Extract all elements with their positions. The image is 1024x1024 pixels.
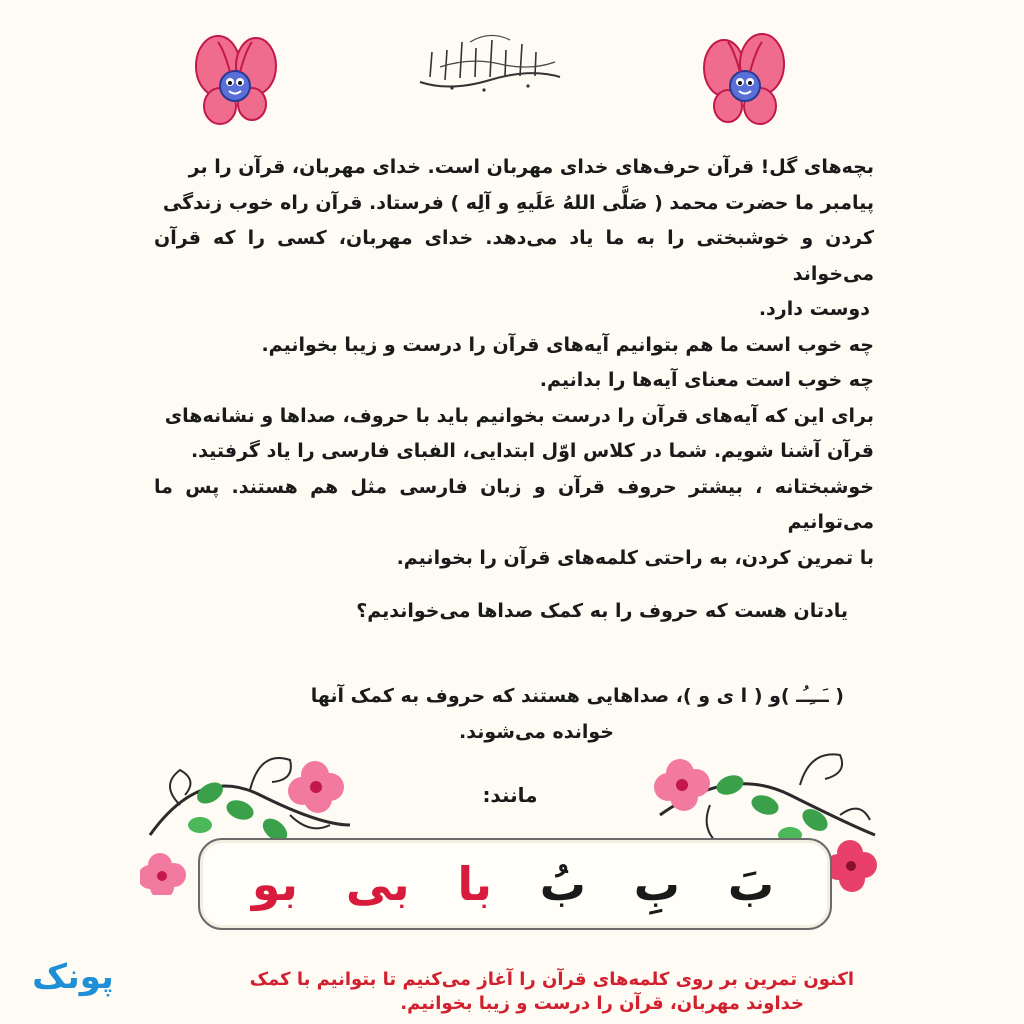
text-line: بچه‌های گل! قرآن حرف‌های خدای مهربان است. خدای مهربان، قرآن را بر: [188, 156, 874, 178]
text-line: برای این که آیه‌های قرآن را درست بخوانیم باید با حروف، صداها و نشانه‌های: [164, 404, 874, 427]
brand-logo: [28, 940, 118, 1010]
text-line: پیامبر ما حضرت محمد ( صَلَّی اللهُ عَلَیهِ و آلِه ) فرستاد. قرآن راه خوب زندگی: [162, 191, 874, 214]
text-line: خداوند مهربان، قرآن را درست و زیبا بخوانیم.: [400, 993, 804, 1014]
paragraph-read-well: چه خوب است ما هم بتوانیم آیه‌های قرآن را درست و زیبا بخوانیم.: [261, 333, 874, 356]
pink-flower-icon: [825, 840, 877, 892]
letter-ba-damma: بُ: [539, 857, 586, 911]
butterfly-icon: [190, 28, 280, 128]
text-line: خوشبختانه ، بیشتر حروف قرآن و زبان فارسی مثل هم هستند. پس ما می‌توانیم: [154, 475, 874, 533]
letter-ba-fatha: بَ: [727, 857, 775, 911]
basmala-calligraphy: [410, 22, 570, 102]
pink-flower-icon: [140, 853, 186, 895]
footer-instruction: [154, 968, 854, 1016]
letter-ba-kasra: بِ: [633, 857, 681, 911]
intro-text: [154, 150, 874, 576]
butterfly-icon: [700, 28, 790, 128]
text-line: دوست دارد.: [758, 298, 870, 320]
letter-ba-ye: بی: [345, 857, 410, 911]
paragraph-letters-signs: [154, 399, 874, 577]
pink-flower-icon: [288, 761, 344, 813]
text-line: خوانده می‌شوند.: [459, 721, 614, 743]
text-line: کردن و خوشبختی را به ما یاد می‌دهد. خدای مهربان، کسی را که قرآن می‌خواند: [154, 227, 874, 285]
text-line: ( ـَــِـُـ )و ( ا ی و )، صداهایی هستند که حروف به کمک آنها: [310, 685, 844, 707]
paragraph-quran-words: [154, 150, 874, 328]
text-line: با تمرین کردن، به راحتی کلمه‌های قرآن را بخوانیم.: [396, 546, 874, 569]
text-line: قرآن آشنا شویم. شما در کلاس اوّل ابتدایی، الفبای فارسی را یاد گرفتید.: [190, 440, 874, 462]
example-label: مانند:: [482, 783, 538, 807]
logo-text: پونک: [32, 957, 114, 997]
letter-ba-alef: با: [457, 857, 492, 911]
text-line: اکنون تمرین بر روی کلمه‌های قرآن را آغاز می‌کنیم تا بتوانیم با کمک: [249, 969, 854, 990]
pink-flower-icon: [654, 759, 710, 811]
paragraph-know-meaning: چه خوب است معنای آیه‌ها را بدانیم.: [539, 369, 874, 391]
question-text: یادتان هست که حروف را به کمک صداها می‌خواندیم؟: [356, 600, 848, 622]
letter-ba-vav: بو: [251, 857, 299, 911]
letters-row: [198, 842, 828, 926]
